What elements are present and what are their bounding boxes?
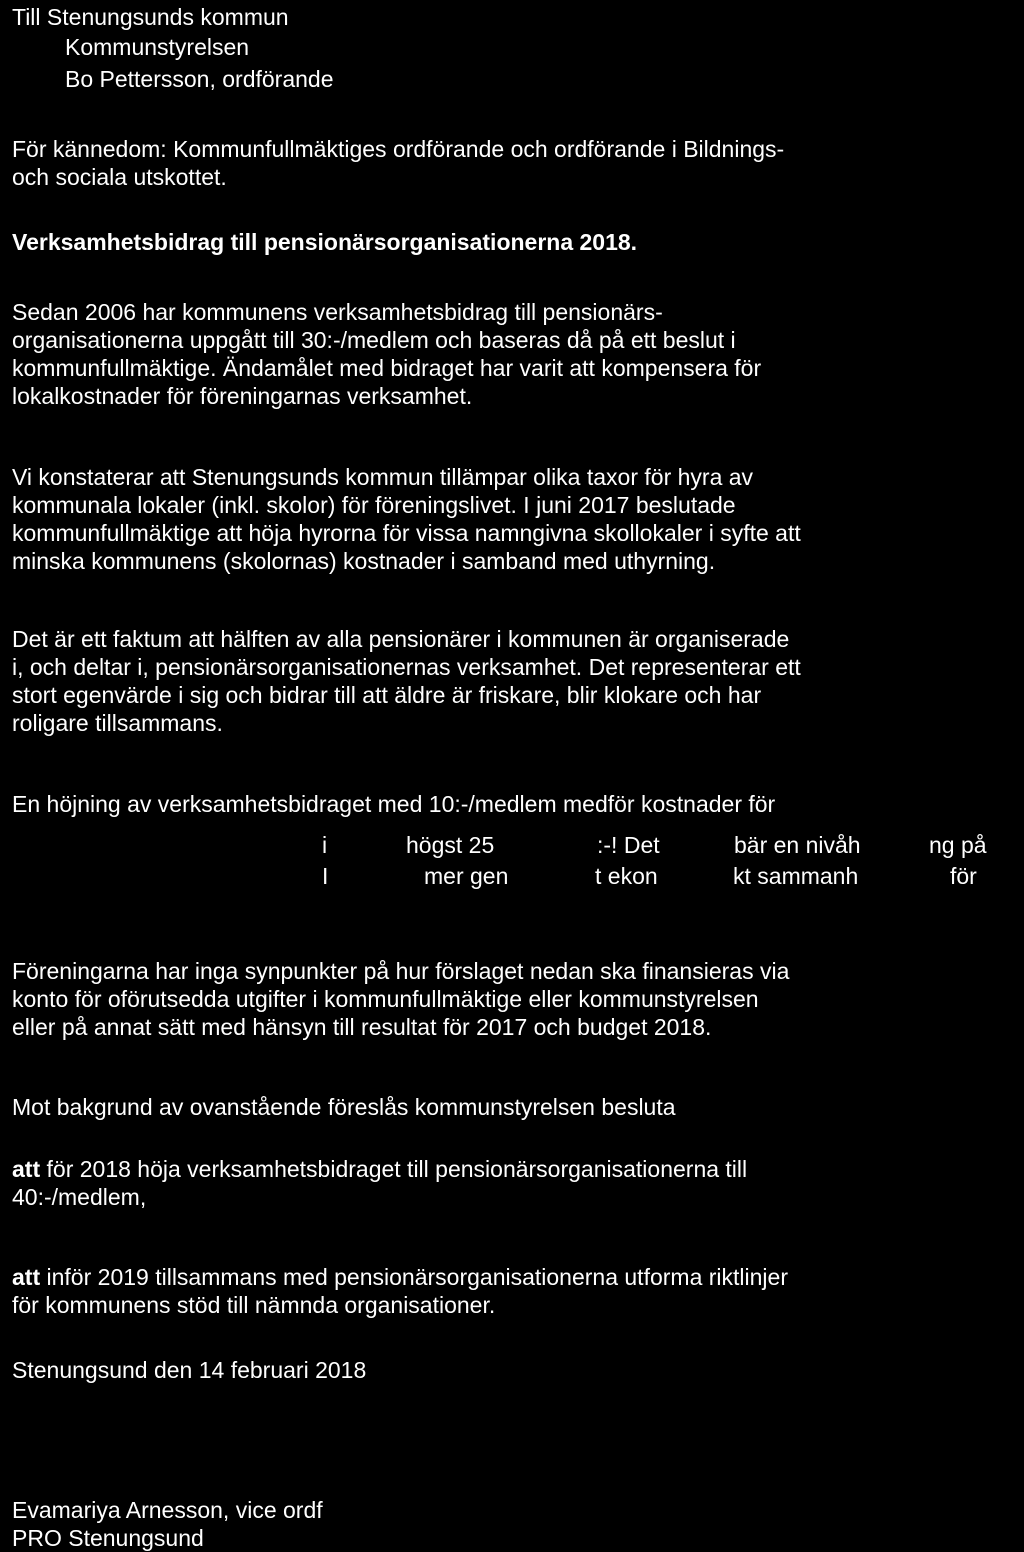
- info-line: och sociala utskottet.: [12, 164, 227, 190]
- paragraph-line: i, och deltar i, pensionärsorganisationernas verksamhet. Det representerar ett: [12, 654, 801, 680]
- document-title: [12, 228, 1017, 256]
- recipient-body: Kommunstyrelsen: [65, 34, 250, 60]
- proposal-line: [12, 1155, 1017, 1183]
- paragraph-5: [12, 957, 1017, 1041]
- paragraph-4: [12, 790, 1017, 818]
- proposal-text: inför 2019 tillsammans med pensionärsorganisationerna utforma riktlinjer: [40, 1264, 788, 1290]
- paragraph-line: stort egenvärde i sig och bidrar till att äldre är friskare, blir klokare och har: [12, 682, 762, 708]
- paragraph-line: organisationerna uppgått till 30:-/medlem och baseras då på ett beslut i: [12, 327, 736, 353]
- fragment: ng på: [929, 832, 987, 858]
- fragment: I: [322, 863, 329, 889]
- paragraph-line: roligare tillsammans.: [12, 710, 223, 736]
- paragraph-line: Sedan 2006 har kommunens verksamhetsbidrag till pensionärs-: [12, 299, 663, 325]
- att-keyword: att: [12, 1264, 41, 1290]
- paragraph-1: [12, 298, 1017, 410]
- fragment: :-! Det: [597, 832, 660, 858]
- title-line: Verksamhetsbidrag till pensionärsorganisationerna 2018.: [12, 229, 638, 255]
- paragraph-line: lokalkostnader för föreningarnas verksamhet.: [12, 383, 473, 409]
- paragraph-line: kommunfullmäktige att höja hyrorna för vissa namngivna skollokaler i syfte att: [12, 520, 801, 546]
- fragment: mer gen: [424, 863, 509, 889]
- paragraph-6: [12, 1093, 1017, 1121]
- proposal-2: [12, 1263, 1017, 1319]
- recipient-block: [65, 33, 1024, 93]
- paragraph-2: [12, 463, 1017, 575]
- paragraph-line: kommunfullmäktige. Ändamålet med bidraget har varit att kompensera för: [12, 355, 762, 381]
- place-date: [12, 1356, 1017, 1384]
- paragraph-line: eller på annat sätt med hänsyn till resultat för 2017 och budget 2018.: [12, 1014, 712, 1040]
- proposal-1: [12, 1155, 1017, 1211]
- fragment: t ekon: [595, 863, 658, 889]
- proposal-line: 40:-/medlem,: [12, 1184, 147, 1210]
- proposal-text: för 2018 höja verksamhetsbidraget till pensionärsorganisationerna till: [40, 1156, 748, 1182]
- proposal-line: för kommunens stöd till nämnda organisationer.: [12, 1292, 496, 1318]
- att-keyword: att: [12, 1156, 41, 1182]
- paragraph-line: kommunala lokaler (inkl. skolor) för föreningslivet. I juni 2017 beslutade: [12, 492, 736, 518]
- fragment: i: [322, 832, 328, 858]
- info-line: För kännedom: Kommunfullmäktiges ordförande och ordförande i Bildnings-: [12, 136, 785, 162]
- paragraph-line: Det är ett faktum att hälften av alla pensionärer i kommunen är organiserade: [12, 626, 790, 652]
- fragment: kt sammanh: [733, 863, 859, 889]
- paragraph-line: konto för oförutsedda utgifter i kommunfullmäktige eller kommunstyrelsen: [12, 986, 759, 1012]
- signature-name: Evamariya Arnesson, vice ordf: [12, 1497, 323, 1523]
- signature-org: PRO Stenungsund: [12, 1525, 204, 1551]
- paragraph-line: Vi konstaterar att Stenungsunds kommun tillämpar olika taxor för hyra av: [12, 464, 754, 490]
- fragment: bär en nivåh: [734, 832, 861, 858]
- recipient-person: Bo Pettersson, ordförande: [65, 66, 334, 92]
- fragment: högst 25: [406, 832, 495, 858]
- place-date-line: Stenungsund den 14 februari 2018: [12, 1357, 367, 1383]
- paragraph-line: Föreningarna har inga synpunkter på hur förslaget nedan ska finansieras via: [12, 958, 790, 984]
- recipient-to: [12, 3, 1017, 31]
- paragraph-line: minska kommunens (skolornas) kostnader i samband med uthyrning.: [12, 548, 716, 574]
- signature-block: [12, 1496, 1017, 1552]
- recipient-to-line: Till Stenungsunds kommun: [12, 4, 289, 30]
- proposal-line: [12, 1263, 1017, 1291]
- paragraph-line: Mot bakgrund av ovanstående föreslås kommunstyrelsen besluta: [12, 1094, 676, 1120]
- paragraph-3: [12, 625, 1017, 737]
- paragraph-line: En höjning av verksamhetsbidraget med 10:-/medlem medför kostnader för: [12, 791, 776, 817]
- fragment: för: [950, 863, 977, 889]
- info-paragraph: [12, 135, 1017, 191]
